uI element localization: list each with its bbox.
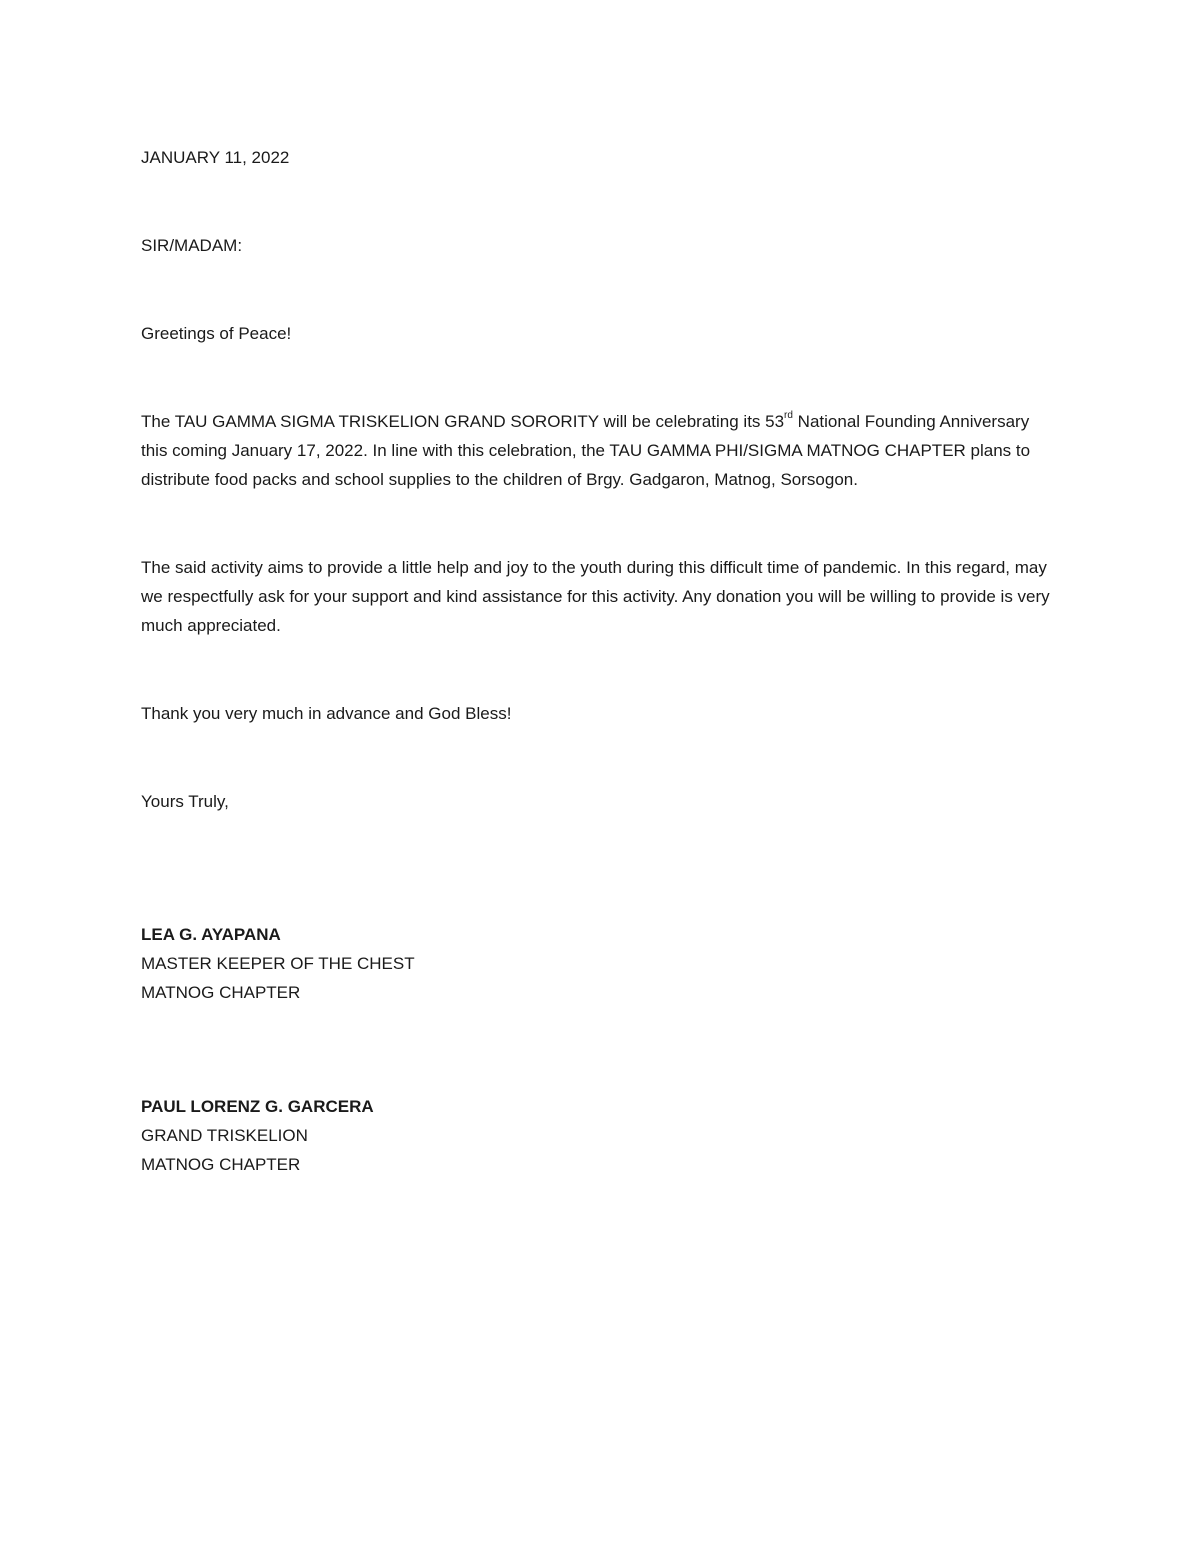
- signature-block-1: [141, 920, 1058, 1007]
- letter-date: JANUARY 11, 2022: [141, 148, 290, 167]
- paragraph-request: The said activity aims to provide a little help and joy to the youth during this difficult time of pandemic. In this regard, may we respectfully ask for your support and kind assistance for this activity. Any donation you will be willing to provide is very much appreciated.: [141, 558, 1050, 635]
- paragraph-event-text-end: National Founding Anniversary this coming January 17, 2022. In line with this celebration, the TAU GAMMA PHI/SIGMA MATNOG CHAPTER plans to distribute food packs and school supplies to the children of Brgy. Gadgaron, Matnog, Sorsogon.: [141, 412, 1031, 489]
- ordinal-suffix: rd: [784, 410, 793, 422]
- signatory-name: LEA G. AYAPANA: [141, 925, 281, 944]
- signature-block-2: [141, 1092, 1058, 1179]
- signatory-name: PAUL LORENZ G. GARCERA: [141, 1097, 374, 1116]
- greeting: Greetings of Peace!: [141, 324, 292, 343]
- signatory-chapter: MATNOG CHAPTER: [141, 983, 301, 1002]
- signatory-chapter: MATNOG CHAPTER: [141, 1155, 301, 1174]
- thanks-line: Thank you very much in advance and God Bless!: [141, 704, 512, 723]
- letter-body: [141, 143, 1058, 1179]
- signatory-title: GRAND TRISKELION: [141, 1126, 308, 1145]
- paragraph-event: [141, 407, 1058, 494]
- paragraph-event-text-start: The TAU GAMMA SIGMA TRISKELION GRAND SORORITY will be celebrating its 53: [141, 412, 785, 431]
- signatory-title: MASTER KEEPER OF THE CHEST: [141, 954, 415, 973]
- salutation: SIR/MADAM:: [141, 236, 243, 255]
- closing: Yours Truly,: [141, 792, 229, 811]
